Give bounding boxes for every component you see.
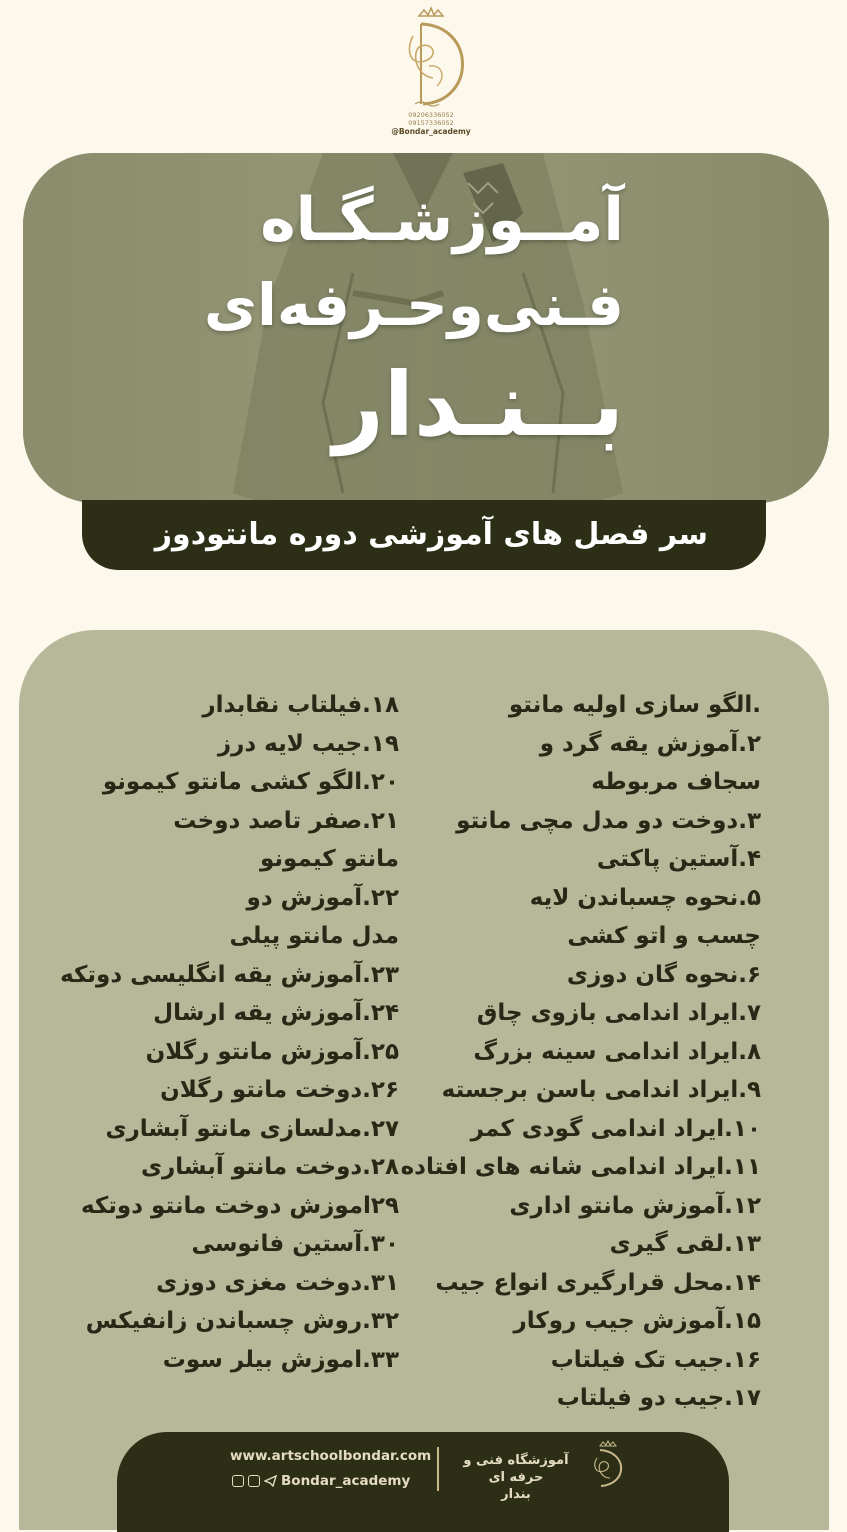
list-item: ۸.ایراد اندامی سینه بزرگ <box>473 1038 761 1065</box>
list-item: ۲۲.آموزش دو <box>246 884 399 911</box>
instagram-handle: @Bondar_academy <box>391 127 471 136</box>
list-item: ۲۳.آموزش یقه انگلیسی دوتکه <box>60 961 399 988</box>
list-item: ۱۸.فیلتاب نقابدار <box>202 692 399 718</box>
list-item: ۳۱.دوخت مغزی دوزی <box>156 1269 399 1296</box>
list-item: ۲۹اموزش دوخت مانتو دوتکه <box>80 1192 399 1219</box>
list-item: ۱۶.جیب تک فیلتاب <box>550 1346 761 1373</box>
website-link[interactable]: www.artschoolbondar.com <box>230 1448 432 1464</box>
phone-1: 09206336052 <box>408 111 454 119</box>
list-item: ۱۷.جیب دو فیلتاب <box>556 1385 761 1411</box>
list-item: ۴.آستین پاکتی <box>596 846 761 872</box>
course-subtitle: سر فصل های آموزشی دوره مانتودوز <box>82 500 766 570</box>
hero-title-line-3: بــنـدار <box>333 353 624 456</box>
social-handles[interactable] <box>232 1473 410 1489</box>
footer-academy-name <box>446 1452 586 1503</box>
list-item: چسب و اتو کشی <box>567 923 761 949</box>
footer-name-line-1: آموزشگاه فنی و حرفه ای <box>463 1453 569 1485</box>
phone-2: 09157336052 <box>408 119 454 127</box>
telegram-icon[interactable] <box>264 1475 277 1487</box>
list-item: ۲۷.مدلسازی مانتو آبشاری <box>105 1115 399 1142</box>
list-item: ۱۲.آموزش مانتو اداری <box>509 1192 761 1219</box>
footer-monogram-icon <box>588 1440 626 1488</box>
instagram-icon[interactable] <box>232 1475 244 1487</box>
list-item: ۲۵.آموزش مانتو رگلان <box>145 1038 399 1065</box>
list-item: سجاف مربوطه <box>591 769 761 795</box>
footer-name-line-2: بندار <box>501 1487 531 1502</box>
academy-logo <box>385 6 477 138</box>
syllabus-right-column <box>401 686 761 1418</box>
syllabus-left-column <box>60 686 399 1379</box>
list-item: ۶.نحوه گان دوزی <box>566 961 761 988</box>
list-item: ۳.دوخت دو مدل مچی مانتو <box>456 807 761 834</box>
list-item: ۱۱.ایراد اندامی شانه های افتاده <box>400 1154 761 1180</box>
facebook-icon[interactable] <box>248 1475 260 1487</box>
list-item: ۳۰.آستین فانوسی <box>191 1231 399 1257</box>
list-item: ۲۱.صفر تاصد دوخت <box>173 807 399 834</box>
list-item: ۱۳.لقی گیری <box>609 1231 761 1257</box>
list-item: ۷.ایراد اندامی بازوی چاق <box>476 1000 761 1026</box>
hero-banner <box>23 153 829 503</box>
list-item: ۲۴.آموزش یقه ارشال <box>153 1000 399 1026</box>
hero-title-line-2: فـنی‌وحـرفه‌ای <box>203 271 624 339</box>
list-item: ۳۲.روش چسباندن زانفیکس <box>85 1308 399 1334</box>
list-item: ۳۳.اموزش بیلر سوت <box>162 1346 399 1373</box>
list-item: ۱۵.آموزش جیب روکار <box>513 1308 761 1334</box>
list-item: ۲۸.دوخت مانتو آبشاری <box>140 1154 399 1180</box>
social-handle-text: Bondar_academy <box>281 1473 411 1489</box>
footer-bar <box>117 1432 729 1532</box>
list-item: مدل مانتو پیلی <box>229 923 399 949</box>
list-item: ۲۰.الگو کشی مانتو کیمونو <box>102 769 399 795</box>
list-item: ۲.آموزش یقه گرد و <box>539 730 761 757</box>
list-item: ۱۰.ایراد اندامی گودی کمر <box>470 1115 761 1142</box>
list-item: .الگو سازی اولیه مانتو <box>508 692 761 718</box>
list-item: ۹.ایراد اندامی باسن برجسته <box>441 1077 761 1103</box>
footer-divider <box>437 1447 439 1491</box>
list-item: ۲۶.دوخت مانتو رگلان <box>160 1077 399 1103</box>
list-item: ۱۹.جیب لایه درز <box>217 730 399 757</box>
list-item: ۱۴.محل قرارگیری انواع جیب <box>435 1269 761 1296</box>
hero-title-line-1: آمــوزشـگـاه <box>260 185 624 255</box>
crown-monogram-icon <box>391 6 471 111</box>
list-item: ۵.نحوه چسباندن لایه <box>529 884 761 911</box>
list-item: مانتو کیمونو <box>260 846 399 872</box>
